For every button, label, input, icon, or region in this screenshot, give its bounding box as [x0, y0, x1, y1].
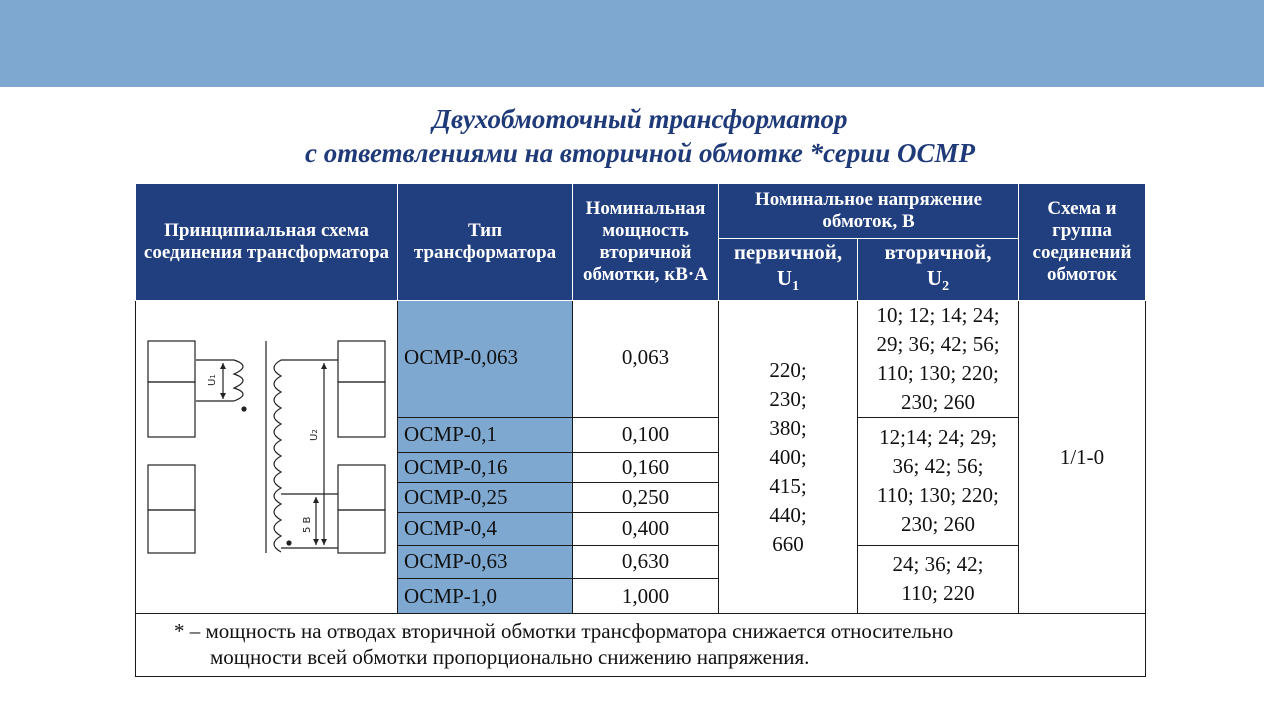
footnote-line-1: мощность на отводах вторичной обмотки трансформатора снижается относительно — [205, 619, 954, 644]
transformer-table — [135, 183, 1146, 677]
footnote-star: * – — [174, 619, 201, 644]
top-banner — [0, 0, 1264, 87]
type-cell: ОСМР-0,4 — [398, 512, 573, 545]
header-power: Номинальная мощность вторичной обмотки, кВ·А — [573, 184, 719, 301]
secondary-voltage-cell-2 — [858, 418, 1019, 546]
header-group: Схема и группа соединений обмоток — [1019, 184, 1146, 301]
primary-voltage: 220; — [769, 357, 807, 382]
secondary-voltage-cell-1 — [858, 301, 1019, 418]
type-cell: ОСМР-0,63 — [398, 545, 573, 579]
secondary-voltage-line: 10; 12; 14; 24; — [876, 303, 1000, 328]
type-cell: ОСМР-1,0 — [398, 579, 573, 614]
power-cell: 0,400 — [573, 512, 719, 545]
header-voltage: Номинальное напряжение обмоток, В — [719, 184, 1019, 239]
power-cell: 0,063 — [573, 301, 719, 418]
power-cell: 0,250 — [573, 482, 719, 512]
type-cell: ОСМР-0,25 — [398, 482, 573, 512]
secondary-voltage-line: 29; 36; 42; 56; — [876, 332, 1000, 357]
u1-label: U1 — [207, 374, 218, 387]
title-line-1: Двухобмоточный трансформатор — [432, 104, 848, 134]
type-cell: ОСМР-0,1 — [398, 418, 573, 453]
group-cell: 1/1-0 — [1019, 301, 1146, 614]
primary-voltage: 440; — [769, 502, 807, 527]
primary-voltage: 230; — [769, 386, 807, 411]
header-secondary: вторичной, $U_2$ — [858, 239, 1019, 301]
secondary-voltage-line: 110; 220 — [901, 581, 975, 606]
footnote-line-2: мощности всей обмотки пропорционально снижению напряжения. — [210, 645, 810, 670]
transformer-scheme-diagram — [136, 301, 396, 607]
primary-voltage: 660 — [772, 531, 804, 556]
header-type: Тип трансформатора — [398, 184, 573, 301]
header-primary: первичной, $U_1$ — [719, 239, 858, 301]
secondary-voltage-line: 110; 130; 220; — [877, 361, 999, 386]
power-cell: 0,100 — [573, 418, 719, 453]
power-cell: 0,630 — [573, 545, 719, 579]
type-cell: ОСМР-0,16 — [398, 452, 573, 482]
primary-voltage: 400; — [769, 444, 807, 469]
primary-voltage-cell — [719, 301, 858, 614]
secondary-voltage-line: 12;14; 24; 29; — [879, 425, 997, 450]
title-line-2: с ответвлениями на вторичной обмотке *серии ОСМР — [304, 138, 976, 168]
footnote — [136, 614, 1146, 677]
type-cell: ОСМР-0,063 — [398, 301, 573, 418]
primary-voltage: 415; — [769, 473, 807, 498]
secondary-voltage-line: 24; 36; 42; — [892, 552, 984, 577]
primary-voltage-list — [719, 356, 857, 559]
u2-label: U2 — [309, 429, 320, 442]
tap-label: 5 В — [302, 516, 313, 534]
secondary-voltage-line: 36; 42; 56; — [892, 454, 984, 479]
secondary-voltage-line: 230; 260 — [900, 390, 976, 415]
power-cell: 1,000 — [573, 579, 719, 614]
header-scheme: Принципиальная схема соединения трансформатора — [136, 184, 398, 301]
secondary-voltage-cell-3 — [858, 545, 1019, 614]
secondary-voltage-line: 230; 260 — [900, 512, 976, 537]
power-cell: 0,160 — [573, 452, 719, 482]
scheme-diagram-cell — [136, 301, 398, 614]
primary-voltage: 380; — [769, 415, 807, 440]
secondary-voltage-line: 110; 130; 220; — [877, 483, 999, 508]
